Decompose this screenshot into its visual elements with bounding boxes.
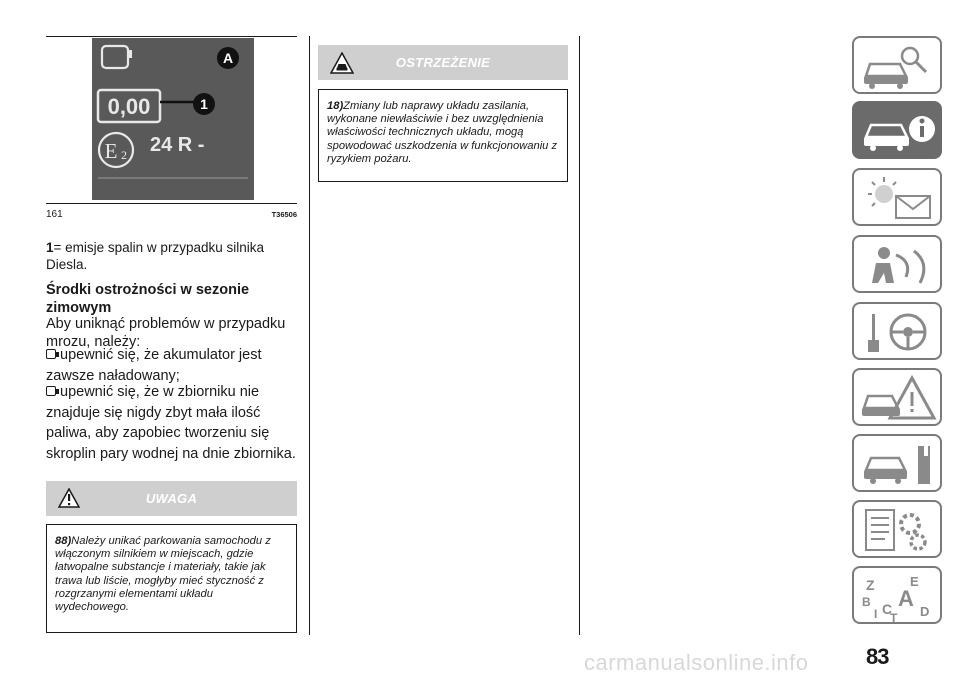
tab-safety[interactable] (852, 235, 942, 293)
ostrzezenie-header (318, 45, 568, 80)
car-emergency-triangle-icon (860, 374, 938, 424)
instrument-figure (92, 38, 254, 200)
bullet-text: upewnić się, że akumulator jest zawsze naładowany; (46, 347, 262, 384)
figure-code: T36506 (271, 210, 297, 219)
index-letter: T (890, 611, 898, 622)
tab-technical-data[interactable] (852, 500, 942, 558)
figure-number: 161 (46, 209, 63, 220)
car-maintenance-wrench-icon (860, 440, 938, 490)
page-number: 83 (866, 644, 889, 669)
uwaga-title: UWAGA (145, 491, 198, 506)
bullet-text: upewnić się, że w zbiorniku nie znajduje się nigdy zbyt mała ilość paliwa, aby zapobiec tworzeniu się skroplin pary wodnej na dnie zbiornika. (46, 384, 296, 462)
e-mark-letter: E (104, 139, 118, 163)
index-letter: D (920, 604, 930, 619)
index-letter: I (874, 607, 878, 621)
figure-legend (46, 239, 297, 273)
fuel-cap-symbol-icon (102, 46, 132, 68)
column-divider (309, 36, 310, 635)
bullet-marker-icon (46, 349, 56, 359)
figure-top-rule (46, 36, 297, 37)
uwaga-text: Należy unikać parkowania samochodu z włączonym silnikiem w miejscach, gdzie łatwopalne substancje i materiały, takie jak trawa lub liście, mogłyby mieć styczność z rozgrzanymi elementami układu wydechowego. (55, 535, 271, 614)
alphabetical-index-icon (860, 572, 938, 622)
regulation-text: 24 R - (150, 134, 205, 156)
legend-text: = emisje spalin w przypadku silnika Diesla. (46, 240, 264, 272)
car-info-icon (860, 107, 938, 157)
section-title: Środki ostrożności w sezonie zimowym (46, 282, 250, 316)
tab-car-search[interactable] (852, 36, 942, 94)
display-value: 0,00 (107, 94, 151, 119)
callout-1-number: 1 (200, 96, 208, 112)
uwaga-ref: 88) (55, 535, 72, 547)
index-letter: Z (866, 577, 875, 593)
tab-car-info[interactable] (852, 101, 942, 159)
tab-warning-lights[interactable] (852, 168, 942, 226)
uwaga-body (46, 524, 297, 633)
safety-airbag-icon (860, 241, 938, 291)
key-steering-wheel-icon (860, 308, 938, 358)
uwaga-header (46, 481, 297, 516)
column-divider (579, 36, 580, 635)
ostrzezenie-body (318, 89, 568, 182)
callout-a-letter: A (222, 50, 234, 66)
index-letter: E (910, 574, 919, 589)
bullet-item (46, 382, 301, 464)
ostrzezenie-ref: 18) (327, 100, 344, 112)
warning-lights-message-icon (860, 174, 938, 224)
figure-bottom-rule (46, 203, 297, 204)
index-letter: C (882, 601, 893, 617)
ostrzezenie-text: Zmiany lub naprawy układu zasilania, wykonane niewłaściwie i bez uwzględnienia właściwości technicznych układu, mogą spowodować uszkodzenia w funkcjonowaniu z ryzykiem pożaru. (327, 100, 558, 165)
car-search-icon (860, 42, 938, 92)
section-intro: Aby uniknąć problemów w przypadku mrozu, należy: (46, 316, 286, 350)
legend-number: 1 (46, 240, 54, 255)
watermark: carmanualsonline.info (584, 650, 809, 675)
e-mark-sub: 2 (121, 148, 127, 162)
tab-maintenance[interactable] (852, 434, 942, 492)
bullet-item (46, 345, 301, 386)
bullet-marker-icon (46, 386, 56, 396)
technical-data-gears-icon (860, 506, 938, 556)
ostrzezenie-title: OSTRZEŻENIE (395, 55, 491, 70)
index-letter: A (898, 586, 914, 611)
tab-alphabetical-index[interactable] (852, 566, 942, 624)
tab-emergency[interactable] (852, 368, 942, 426)
index-letter: B (862, 595, 871, 609)
tab-starting-driving[interactable] (852, 302, 942, 360)
